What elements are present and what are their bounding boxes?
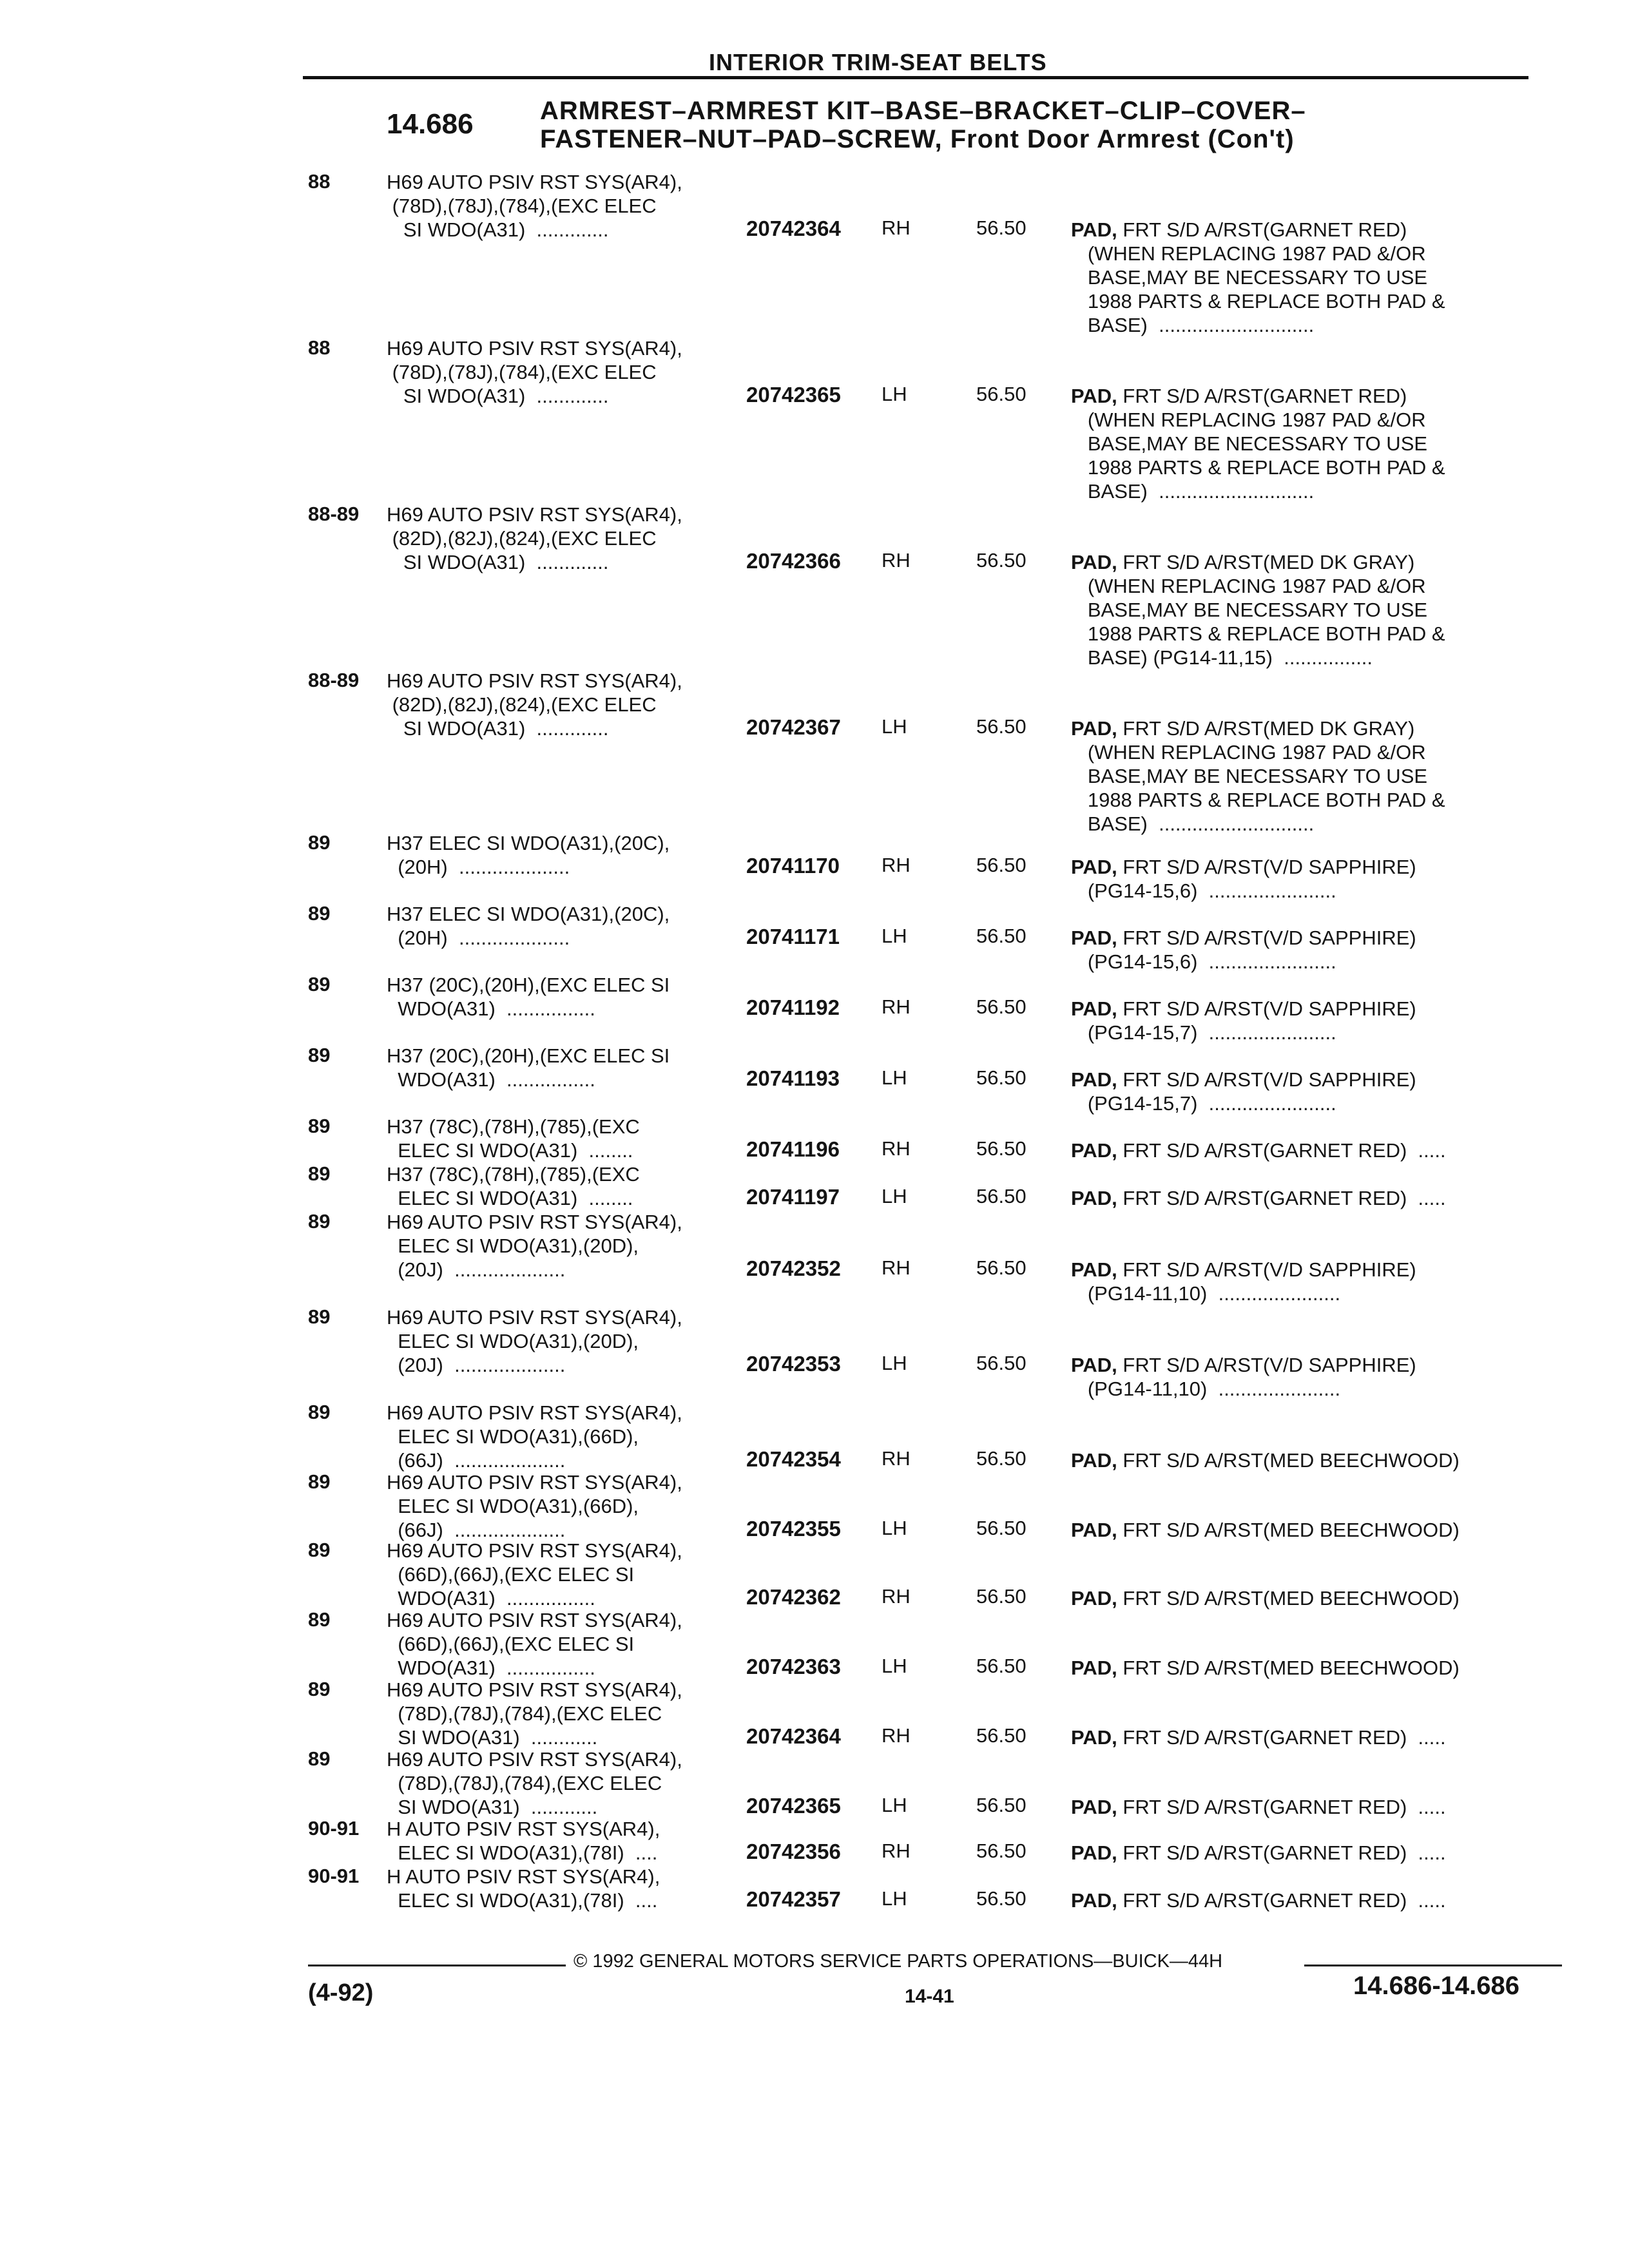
price: 56.50 [976, 925, 1027, 947]
part-number: 20742365 [746, 383, 841, 407]
description-keyword: PAD, [1071, 385, 1117, 407]
description-keyword: PAD, [1071, 997, 1117, 1020]
price: 56.50 [976, 1137, 1027, 1160]
section-number: 14.686 [387, 108, 474, 140]
application-text: H69 AUTO PSIV RST SYS(AR4), (66D),(66J),(EXC ELEC SI WDO(A31) ................ [387, 1609, 682, 1679]
description-keyword: PAD, [1071, 1139, 1117, 1162]
part-number: 20742364 [746, 1724, 841, 1748]
description: PAD, FRT S/D A/RST(GARNET RED) ..... [1071, 1889, 1446, 1912]
part-number: 20742363 [746, 1655, 841, 1678]
model-year: 89 [308, 1747, 331, 1770]
description: PAD, FRT S/D A/RST(MED DK GRAY) (WHEN REPLACING 1987 PAD &/OR BASE,MAY BE NECESSARY TO USE 1988 PARTS & REPLACE BOTH PAD & BASE) (PG14-11,15) ................ [1071, 551, 1445, 669]
model-year: 89 [308, 1044, 331, 1066]
application-text: H69 AUTO PSIV RST SYS(AR4), ELEC SI WDO(A31),(66D), (66J) .................... [387, 1471, 682, 1541]
part-number: 20742366 [746, 549, 841, 573]
description-keyword: PAD, [1071, 1068, 1117, 1091]
section-title-line-1: ARMREST–ARMREST KIT–BASE–BRACKET–CLIP–COVER– [540, 97, 1306, 125]
side: RH [882, 995, 911, 1018]
price: 56.50 [976, 1352, 1027, 1374]
description-keyword: PAD, [1071, 551, 1117, 573]
model-year: 88 [308, 336, 331, 359]
part-number: 20741196 [746, 1137, 840, 1161]
model-year: 89 [308, 1539, 331, 1561]
description: PAD, FRT S/D A/RST(MED BEECHWOOD) [1071, 1587, 1460, 1610]
application-text: H69 AUTO PSIV RST SYS(AR4), (78D),(78J),(784),(EXC ELEC SI WDO(A31) ............ [387, 1678, 682, 1749]
application-text: H37 ELEC SI WDO(A31),(20C), (20H) .................... [387, 832, 670, 878]
application-text: H AUTO PSIV RST SYS(AR4), ELEC SI WDO(A31),(78I) .... [387, 1818, 660, 1864]
model-year: 89 [308, 1210, 331, 1233]
description-keyword: PAD, [1071, 1841, 1117, 1864]
model-year: 89 [308, 902, 331, 925]
description-keyword: PAD, [1071, 717, 1117, 740]
model-year: 89 [308, 1401, 331, 1423]
description-keyword: PAD, [1071, 1258, 1117, 1281]
price: 56.50 [976, 1256, 1027, 1279]
price: 56.50 [976, 549, 1027, 572]
model-year: 89 [308, 1608, 331, 1631]
side: LH [882, 925, 907, 947]
description: PAD, FRT S/D A/RST(MED BEECHWOOD) [1071, 1519, 1460, 1541]
price: 56.50 [976, 1447, 1027, 1470]
application-text: H37 (20C),(20H),(EXC ELEC SI WDO(A31) ................ [387, 1044, 670, 1091]
price: 56.50 [976, 1517, 1027, 1539]
description-keyword: PAD, [1071, 218, 1117, 241]
part-number: 20741197 [746, 1185, 840, 1209]
description: PAD, FRT S/D A/RST(GARNET RED) ..... [1071, 1726, 1446, 1749]
price: 56.50 [976, 1724, 1027, 1747]
price: 56.50 [976, 715, 1027, 738]
application-text: H AUTO PSIV RST SYS(AR4), ELEC SI WDO(A31),(78I) .... [387, 1865, 660, 1912]
model-year: 89 [308, 1305, 331, 1328]
description: PAD, FRT S/D A/RST(MED BEECHWOOD) [1071, 1449, 1460, 1472]
description-keyword: PAD, [1071, 1587, 1117, 1610]
description: PAD, FRT S/D A/RST(GARNET RED) ..... [1071, 1139, 1446, 1162]
price: 56.50 [976, 1655, 1027, 1677]
side: RH [882, 1724, 911, 1747]
application-text: H69 AUTO PSIV RST SYS(AR4), ELEC SI WDO(A31),(20D), (20J) .................... [387, 1306, 682, 1376]
part-number: 20742354 [746, 1447, 841, 1471]
side: LH [882, 1887, 907, 1910]
price: 56.50 [976, 383, 1027, 405]
application-text: H69 AUTO PSIV RST SYS(AR4), (78D),(78J),(784),(EXC ELEC SI WDO(A31) ............ [387, 1748, 682, 1818]
part-number: 20742353 [746, 1352, 841, 1376]
model-year: 89 [308, 1470, 331, 1493]
description-keyword: PAD, [1071, 1519, 1117, 1541]
part-number: 20742362 [746, 1585, 841, 1609]
description-keyword: PAD, [1071, 1726, 1117, 1749]
application-text: H37 ELEC SI WDO(A31),(20C), (20H) .................... [387, 903, 670, 949]
price: 56.50 [976, 1794, 1027, 1816]
application-text: H69 AUTO PSIV RST SYS(AR4), ELEC SI WDO(A31),(66D), (66J) .................... [387, 1401, 682, 1472]
side: RH [882, 1447, 911, 1470]
application-text: H69 AUTO PSIV RST SYS(AR4), (78D),(78J),(784),(EXC ELEC SI WDO(A31) ............. [387, 337, 682, 407]
part-number: 20741192 [746, 995, 840, 1019]
description: PAD, FRT S/D A/RST(MED BEECHWOOD) [1071, 1657, 1460, 1679]
model-year: 89 [308, 973, 331, 995]
description-keyword: PAD, [1071, 1354, 1117, 1376]
part-number: 20742357 [746, 1887, 841, 1911]
price: 56.50 [976, 995, 1027, 1018]
model-year: 89 [308, 831, 331, 854]
description: PAD, FRT S/D A/RST(V/D SAPPHIRE) (PG14-15,7) ....................... [1071, 1068, 1416, 1115]
price: 56.50 [976, 1840, 1027, 1862]
side: LH [882, 1655, 907, 1677]
footer-rule-left [308, 1965, 566, 1966]
part-number: 20742367 [746, 715, 841, 739]
description: PAD, FRT S/D A/RST(V/D SAPPHIRE) (PG14-11,10) ...................... [1071, 1354, 1416, 1400]
description: PAD, FRT S/D A/RST(MED DK GRAY) (WHEN REPLACING 1987 PAD &/OR BASE,MAY BE NECESSARY TO USE 1988 PARTS & REPLACE BOTH PAD & BASE) ............................ [1071, 717, 1445, 835]
description-keyword: PAD, [1071, 1657, 1117, 1679]
copyright-notice: © 1992 GENERAL MOTORS SERVICE PARTS OPERATIONS—BUICK—44H [574, 1951, 1223, 1972]
application-text: H37 (78C),(78H),(785),(EXC ELEC SI WDO(A31) ........ [387, 1115, 640, 1162]
side: RH [882, 216, 911, 239]
footer-rule-right [1304, 1965, 1562, 1966]
side: LH [882, 1185, 907, 1207]
part-number: 20741193 [746, 1066, 840, 1090]
page-number: 14-41 [905, 1986, 954, 2007]
description: PAD, FRT S/D A/RST(V/D SAPPHIRE) (PG14-15,7) ....................... [1071, 997, 1416, 1044]
description-keyword: PAD, [1071, 1796, 1117, 1818]
section-range: 14.686-14.686 [1353, 1972, 1520, 2000]
model-year: 90-91 [308, 1817, 360, 1840]
side: RH [882, 1840, 911, 1862]
price: 56.50 [976, 1066, 1027, 1089]
price: 56.50 [976, 854, 1027, 876]
side: LH [882, 1517, 907, 1539]
price: 56.50 [976, 1185, 1027, 1207]
model-year: 90-91 [308, 1865, 360, 1887]
description: PAD, FRT S/D A/RST(V/D SAPPHIRE) (PG14-15,6) ....................... [1071, 856, 1416, 902]
model-year: 88-89 [308, 669, 360, 691]
side: RH [882, 1585, 911, 1608]
side: RH [882, 1137, 911, 1160]
description-keyword: PAD, [1071, 1449, 1117, 1472]
application-text: H69 AUTO PSIV RST SYS(AR4), ELEC SI WDO(A31),(20D), (20J) .................... [387, 1211, 682, 1281]
part-number: 20742364 [746, 216, 841, 240]
price: 56.50 [976, 216, 1027, 239]
side: RH [882, 1256, 911, 1279]
application-text: H69 AUTO PSIV RST SYS(AR4), (82D),(82J),(824),(EXC ELEC SI WDO(A31) ............. [387, 503, 682, 573]
part-number: 20742352 [746, 1256, 841, 1280]
part-number: 20742356 [746, 1840, 841, 1863]
side: LH [882, 383, 907, 405]
part-number: 20741170 [746, 854, 840, 878]
part-number: 20742365 [746, 1794, 841, 1818]
section-title-line-2: FASTENER–NUT–PAD–SCREW, Front Door Armrest (Con't) [540, 125, 1295, 153]
revision-date: (4-92) [308, 1979, 374, 2006]
description: PAD, FRT S/D A/RST(GARNET RED) ..... [1071, 1841, 1446, 1864]
page-title: INTERIOR TRIM-SEAT BELTS [709, 49, 1047, 75]
side: LH [882, 715, 907, 738]
application-text: H69 AUTO PSIV RST SYS(AR4), (66D),(66J),(EXC ELEC SI WDO(A31) ................ [387, 1539, 682, 1610]
part-number: 20741171 [746, 925, 840, 948]
model-year: 89 [308, 1162, 331, 1185]
description: PAD, FRT S/D A/RST(GARNET RED) (WHEN REPLACING 1987 PAD &/OR BASE,MAY BE NECESSARY TO USE 1988 PARTS & REPLACE BOTH PAD & BASE) ............................ [1071, 385, 1445, 503]
price: 56.50 [976, 1585, 1027, 1608]
part-number: 20742355 [746, 1517, 841, 1541]
side: LH [882, 1794, 907, 1816]
description: PAD, FRT S/D A/RST(GARNET RED) ..... [1071, 1187, 1446, 1209]
description-keyword: PAD, [1071, 1187, 1117, 1209]
side: LH [882, 1066, 907, 1089]
model-year: 88 [308, 170, 331, 193]
description-keyword: PAD, [1071, 856, 1117, 878]
side: RH [882, 854, 911, 876]
side: LH [882, 1352, 907, 1374]
application-text: H69 AUTO PSIV RST SYS(AR4), (78D),(78J),(784),(EXC ELEC SI WDO(A31) ............. [387, 171, 682, 241]
description-keyword: PAD, [1071, 1889, 1117, 1912]
model-year: 89 [308, 1678, 331, 1700]
description: PAD, FRT S/D A/RST(V/D SAPPHIRE) (PG14-15,6) ....................... [1071, 927, 1416, 973]
price: 56.50 [976, 1887, 1027, 1910]
description: PAD, FRT S/D A/RST(V/D SAPPHIRE) (PG14-11,10) ...................... [1071, 1258, 1416, 1305]
side: RH [882, 549, 911, 572]
application-text: H37 (20C),(20H),(EXC ELEC SI WDO(A31) ................ [387, 974, 670, 1020]
description: PAD, FRT S/D A/RST(GARNET RED) ..... [1071, 1796, 1446, 1818]
description-keyword: PAD, [1071, 927, 1117, 949]
model-year: 88-89 [308, 503, 360, 525]
application-text: H37 (78C),(78H),(785),(EXC ELEC SI WDO(A31) ........ [387, 1163, 640, 1209]
application-text: H69 AUTO PSIV RST SYS(AR4), (82D),(82J),(824),(EXC ELEC SI WDO(A31) ............. [387, 669, 682, 740]
model-year: 89 [308, 1115, 331, 1137]
description: PAD, FRT S/D A/RST(GARNET RED) (WHEN REPLACING 1987 PAD &/OR BASE,MAY BE NECESSARY TO USE 1988 PARTS & REPLACE BOTH PAD & BASE) ............................ [1071, 218, 1445, 336]
